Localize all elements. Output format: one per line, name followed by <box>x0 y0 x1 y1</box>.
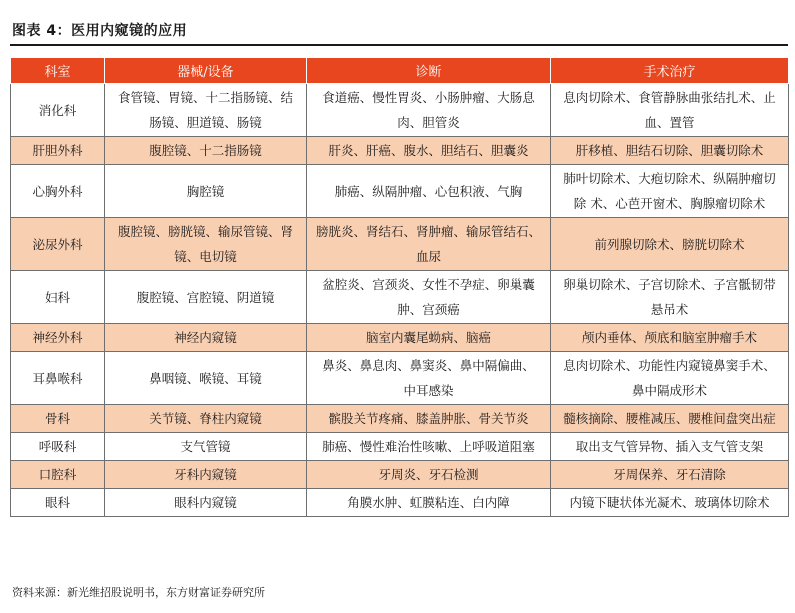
cell-diagnosis: 肺癌、慢性难治性咳嗽、上呼吸道阻塞 <box>307 433 551 461</box>
cell-department: 消化科 <box>11 84 105 137</box>
table-row <box>11 433 789 461</box>
cell-surgery: 卵巢切除术、子宫切除术、子宫骶韧带悬吊术 <box>551 271 789 324</box>
cell-surgery: 肺叶切除术、大疱切除术、纵隔肿瘤切除 术、心芭开窗术、胸腺瘤切除术 <box>551 165 789 218</box>
cell-department: 呼吸科 <box>11 433 105 461</box>
cell-instrument: 食管镜、胃镜、十二指肠镜、结肠镜、胆道镜、肠镜 <box>105 84 307 137</box>
cell-diagnosis: 膀胱炎、肾结石、肾肿瘤、输尿管结石、血尿 <box>307 218 551 271</box>
cell-instrument: 胸腔镜 <box>105 165 307 218</box>
table-header-row <box>11 58 789 84</box>
header-surgery: 手术治疗 <box>551 58 789 84</box>
cell-diagnosis: 髌股关节疼痛、膝盖肿胀、骨关节炎 <box>307 405 551 433</box>
cell-instrument: 神经内窥镜 <box>105 324 307 352</box>
cell-surgery: 颅内垂体、颅底和脑室肿瘤手术 <box>551 324 789 352</box>
cell-department: 眼科 <box>11 489 105 517</box>
table-row <box>11 271 789 324</box>
cell-department: 骨科 <box>11 405 105 433</box>
cell-diagnosis: 食道癌、慢性胃炎、小肠肿瘤、大肠息肉、胆管炎 <box>307 84 551 137</box>
cell-surgery: 肝移植、胆结石切除、胆囊切除术 <box>551 137 789 165</box>
header-department: 科室 <box>11 58 105 84</box>
title-divider <box>10 44 788 46</box>
cell-diagnosis: 鼻炎、鼻息肉、鼻窦炎、鼻中隔偏曲、 中耳感染 <box>307 352 551 405</box>
cell-instrument: 鼻咽镜、喉镜、耳镜 <box>105 352 307 405</box>
cell-instrument: 腹腔镜、十二指肠镜 <box>105 137 307 165</box>
table-row <box>11 165 789 218</box>
cell-surgery: 牙周保养、牙石清除 <box>551 461 789 489</box>
cell-instrument: 牙科内窥镜 <box>105 461 307 489</box>
cell-diagnosis: 盆腔炎、宫颈炎、女性不孕症、卵巢囊 肿、宫颈癌 <box>307 271 551 324</box>
table-row <box>11 324 789 352</box>
cell-surgery: 息肉切除术、功能性内窥镜鼻窦手术、鼻中隔成形术 <box>551 352 789 405</box>
cell-diagnosis: 肺癌、纵隔肿瘤、心包积液、气胸 <box>307 165 551 218</box>
cell-diagnosis: 肝炎、肝癌、腹水、胆结石、胆囊炎 <box>307 137 551 165</box>
cell-surgery: 前列腺切除术、膀胱切除术 <box>551 218 789 271</box>
table-row <box>11 137 789 165</box>
cell-department: 神经外科 <box>11 324 105 352</box>
cell-instrument: 腹腔镜、宫腔镜、阴道镜 <box>105 271 307 324</box>
cell-department: 泌尿外科 <box>11 218 105 271</box>
cell-diagnosis: 脑室内囊尾蚴病、脑癌 <box>307 324 551 352</box>
source-note: 资料来源：新光维招股说明书，东方财富证券研究所 <box>12 586 265 599</box>
cell-surgery: 髓核摘除、腰椎减压、腰椎间盘突出症 <box>551 405 789 433</box>
cell-diagnosis: 牙周炎、牙石检测 <box>307 461 551 489</box>
table-row <box>11 461 789 489</box>
cell-department: 妇科 <box>11 271 105 324</box>
cell-department: 耳鼻喉科 <box>11 352 105 405</box>
table-row <box>11 218 789 271</box>
table-row <box>11 405 789 433</box>
cell-surgery: 内镜下睫状体光凝术、玻璃体切除术 <box>551 489 789 517</box>
cell-diagnosis: 角膜水肿、虹膜粘连、白内障 <box>307 489 551 517</box>
header-instrument: 器械/设备 <box>105 58 307 84</box>
table-row <box>11 489 789 517</box>
header-diagnosis: 诊断 <box>307 58 551 84</box>
cell-instrument: 关节镜、脊柱内窥镜 <box>105 405 307 433</box>
table-row <box>11 84 789 137</box>
cell-department: 心胸外科 <box>11 165 105 218</box>
endoscope-application-table <box>10 57 789 517</box>
cell-department: 口腔科 <box>11 461 105 489</box>
table-row <box>11 352 789 405</box>
cell-surgery: 取出支气管异物、插入支气管支架 <box>551 433 789 461</box>
cell-department: 肝胆外科 <box>11 137 105 165</box>
cell-instrument: 支气管镜 <box>105 433 307 461</box>
cell-surgery: 息肉切除术、食管静脉曲张结扎术、止血、置管 <box>551 84 789 137</box>
cell-instrument: 腹腔镜、膀胱镜、输尿管镜、肾镜、电切镜 <box>105 218 307 271</box>
page-title: 图表 4：医用内窥镜的应用 <box>12 23 188 39</box>
cell-instrument: 眼科内窥镜 <box>105 489 307 517</box>
